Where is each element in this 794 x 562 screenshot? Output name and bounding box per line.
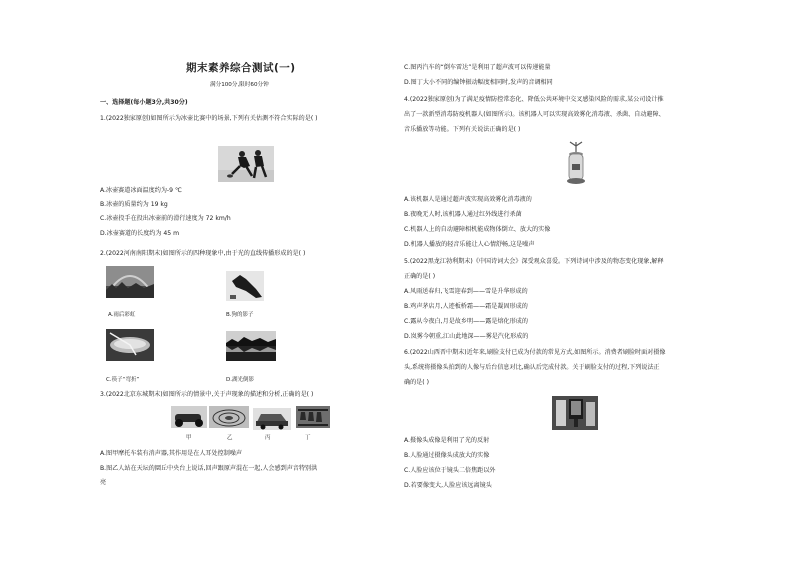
q3-option-b-cont: 亮 <box>100 479 107 486</box>
q2-lake-reflection-image <box>226 331 276 361</box>
q4-option-c: C.机器人上的自动避障相机能成物体倒立、放大的实像 <box>404 226 551 233</box>
q1-stem: 1.(2022独家原创)如图所示为冰壶比赛中的场景,下列有关估测不符合实际的是( ) <box>100 115 318 122</box>
q1-option-a: A.冰壶赛道冰面温度约为-9 ℃ <box>100 187 182 194</box>
q6-option-b: B.人脸通过摄像头成放大的实像 <box>404 452 490 459</box>
page-title: 期末素养综合测试(一) <box>186 62 296 74</box>
q3-label-jia: 甲 <box>186 435 192 441</box>
q4-stem-line3: 音乐播放等功能。下列有关说法正确的是( ) <box>404 126 521 133</box>
q5-option-b: B.鸡声茅店月,人迹板桥霜——霜是凝固形成的 <box>404 303 528 310</box>
q1-curling-image <box>218 146 274 182</box>
q3-tiantan-image <box>209 406 249 428</box>
q2-caption-d: D.湖光倒影 <box>226 377 254 383</box>
q6-face-pay-image <box>552 396 598 430</box>
q2-rainbow-image <box>106 266 154 298</box>
q3-label-ding: 丁 <box>305 435 311 441</box>
q2-chopsticks-image <box>106 329 154 361</box>
q5-option-d: D.岚雾今朝重,江山此地深——雾是汽化形成的 <box>404 333 529 340</box>
q1-option-d: D.冰壶赛道的长度约为 45 m <box>100 230 180 237</box>
q3-option-a: A.图甲摩托车装有消声器,其作用是在人耳处控制噪声 <box>100 450 242 457</box>
q3-stem: 3.(2022北京东城期末)如图所示的情景中,关于声现象的描述和分析,正确的是( ) <box>100 391 314 398</box>
q2-caption-a: A.雨后彩虹 <box>108 312 136 318</box>
q6-stem-line1: 6.(2022山西晋中期末)近年来,刷脸支付已成为付款的常见方式,如图所示。消费者刷脸时面对摄像 <box>404 349 666 356</box>
q2-caption-b: B.狗的影子 <box>226 312 254 318</box>
q4-option-d: D.机器人播放的轻音乐能让人心情舒畅,这是噪声 <box>404 241 535 248</box>
q6-option-a: A.摄像头成像是利用了光的反射 <box>404 437 490 444</box>
q3-car-radar-image <box>253 408 291 430</box>
q5-option-c: C.露从今夜白,月是故乡明——露是熔化形成的 <box>404 318 528 325</box>
q6-stem-line3: 确的是( ) <box>404 379 429 386</box>
q2-stem: 2.(2022河南南阳期末)如图所示的四种现象中,由于光的直线传播形成的是( ) <box>100 250 306 257</box>
q4-robot-image <box>561 140 591 186</box>
q3-option-d: D.图丁大小不同的编钟振动幅度相同时,发声的音调相同 <box>404 79 553 86</box>
q6-option-c: C.人脸应该位于镜头二倍焦距以外 <box>404 467 496 474</box>
q1-option-b: B.冰壶的质量约为 19 kg <box>100 201 168 208</box>
section-heading: 一、选择题(每小题3分,共30分) <box>100 99 188 106</box>
q3-option-b: B.图乙人站在天坛的圜丘中央台上说话,回声跟原声混在一起,人会感到声音特别洪 <box>100 465 318 472</box>
q3-label-yi: 乙 <box>227 435 233 441</box>
q3-bianzhong-image <box>296 406 330 428</box>
q5-stem-line2: 正确的是( ) <box>404 273 436 280</box>
q6-option-d: D.若要像变大,人脸应该远离镜头 <box>404 482 492 489</box>
q3-option-c: C.图丙汽车的“倒车雷达”是利用了超声波可以传递能量 <box>404 64 551 71</box>
q6-stem-line2: 头,系统将摄像头拍到的人像与后台信息对比,确认后完成付款。关于刷脸支付的过程,下列说法正 <box>404 364 660 371</box>
q5-option-a: A.风雨送春归,飞雪迎春到——雪是升华形成的 <box>404 288 528 295</box>
q2-dog-shadow-image <box>226 271 264 301</box>
q4-stem-line1: 4.(2022独家原创)为了满足疫情防控常态化、降低公共环境中交叉感染风险的需求,某公司设计推 <box>404 96 664 103</box>
q1-option-c: C.冰壶投手在投出冰壶前的滑行速度为 72 km/h <box>100 215 231 222</box>
q4-option-b: B.夜晚无人时,该机器人通过红外线进行杀菌 <box>404 211 522 218</box>
q2-caption-c: C.筷子“弯折” <box>106 377 140 383</box>
page-subtitle: 满分100分,限时60分钟 <box>210 82 269 88</box>
q4-stem-line2: 出了一款新型消毒防疫机器人(如图所示)。该机器人可以实现高效雾化消毒液、杀菌、自动避障、 <box>404 111 665 118</box>
q3-label-bing: 丙 <box>265 435 271 441</box>
q4-option-a: A.该机器人是通过超声波实现高效雾化消毒液的 <box>404 196 532 203</box>
q3-motorcycle-image <box>171 406 207 428</box>
q5-stem-line1: 5.(2022黑龙江勃利期末)《中国诗词大会》深受观众喜爱。下列诗词中涉及的物态变化现象,解释 <box>404 258 664 265</box>
